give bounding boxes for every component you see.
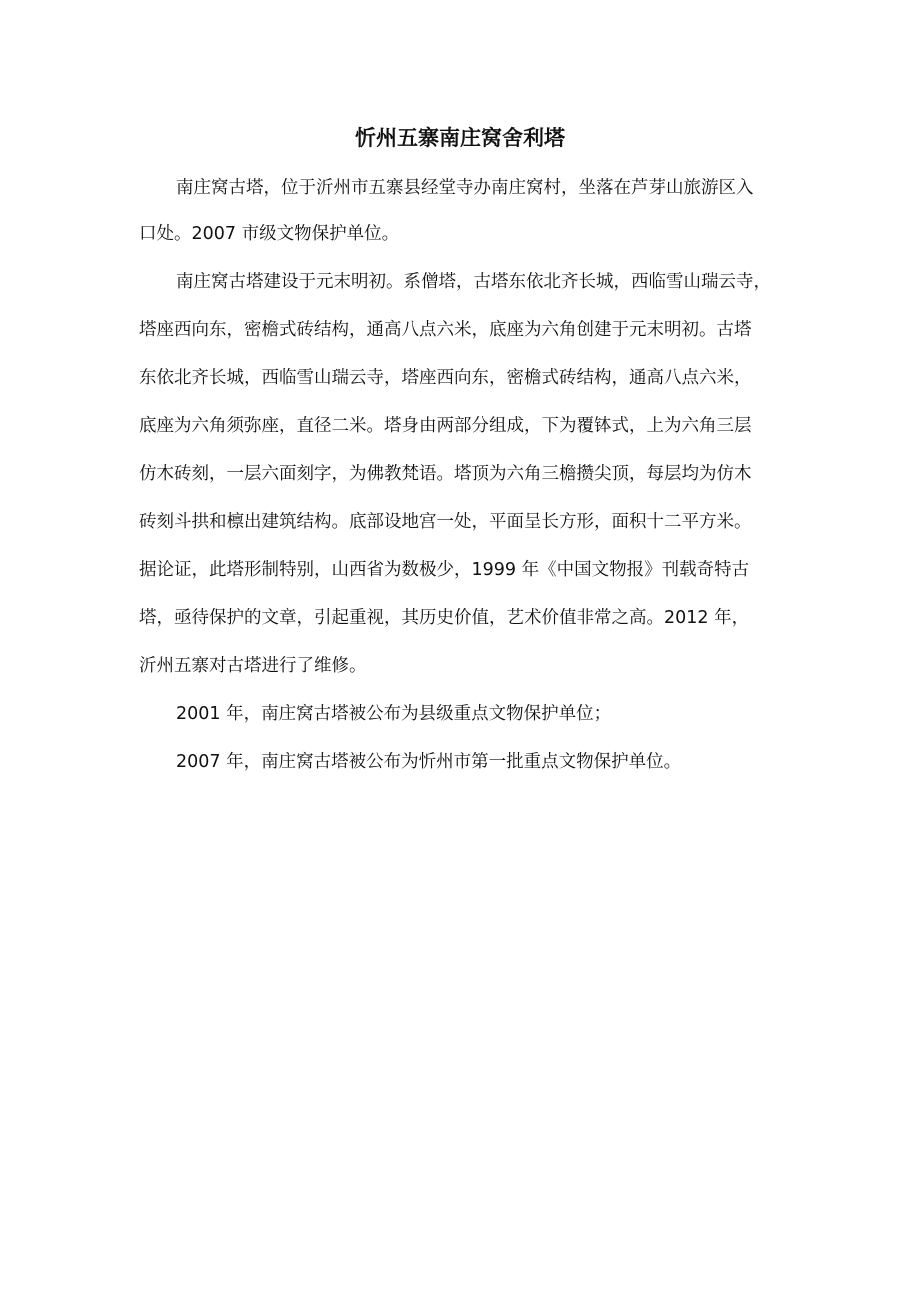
paragraph-2-line-1: 南庄窝古塔建设于元末明初。系僧塔，古塔东依北齐长城，西临雪山瑞云寺， (176, 272, 771, 292)
paragraph-4-line-1: 2007 年，南庄窝古塔被公布为忻州市第一批重点文物保护单位。 (176, 752, 682, 772)
paragraph-3-line-1: 2001 年，南庄窝古塔被公布为县级重点文物保护单位； (176, 704, 612, 724)
paragraph-2-line-2: 塔座西向东，密檐式砖结构，通高八点六米，底座为六角创建于元末明初。古塔 (139, 320, 752, 340)
paragraph-2-line-8: 塔，亟待保护的文章，引起重视，其历史价值，艺术价值非常之高。2012 年， (139, 608, 750, 628)
paragraph-2-line-6: 砖刻斗拱和檩出建筑结构。底部设地宫一处，平面呈长方形，面积十二平方米。 (139, 512, 752, 532)
paragraph-2-line-4: 底座为六角须弥座，直径二米。塔身由两部分组成，下为覆钵式，上为六角三层 (139, 416, 752, 436)
paragraph-1-line-2: 口处。2007 市级文物保护单位。 (139, 224, 400, 244)
paragraph-2-line-5: 仿木砖刻，一层六面刻字，为佛教梵语。塔顶为六角三檐攒尖顶，每层均为仿木 (139, 464, 752, 484)
paragraph-1-line-1: 南庄窝古塔，位于沂州市五寨县经堂寺办南庄窝村，坐落在芦芽山旅游区入 (176, 178, 754, 198)
paragraph-2-line-7: 据论证，此塔形制特别，山西省为数极少，1999 年《中国文物报》刊载奇特古 (139, 560, 750, 580)
paragraph-2-line-3: 东依北齐长城，西临雪山瑞云寺，塔座西向东，密檐式砖结构，通高八点六米， (139, 368, 752, 388)
document-title: 忻州五寨南庄窝舍利塔 (355, 126, 565, 150)
paragraph-2-line-9: 沂州五寨对古塔进行了维修。 (139, 656, 367, 676)
